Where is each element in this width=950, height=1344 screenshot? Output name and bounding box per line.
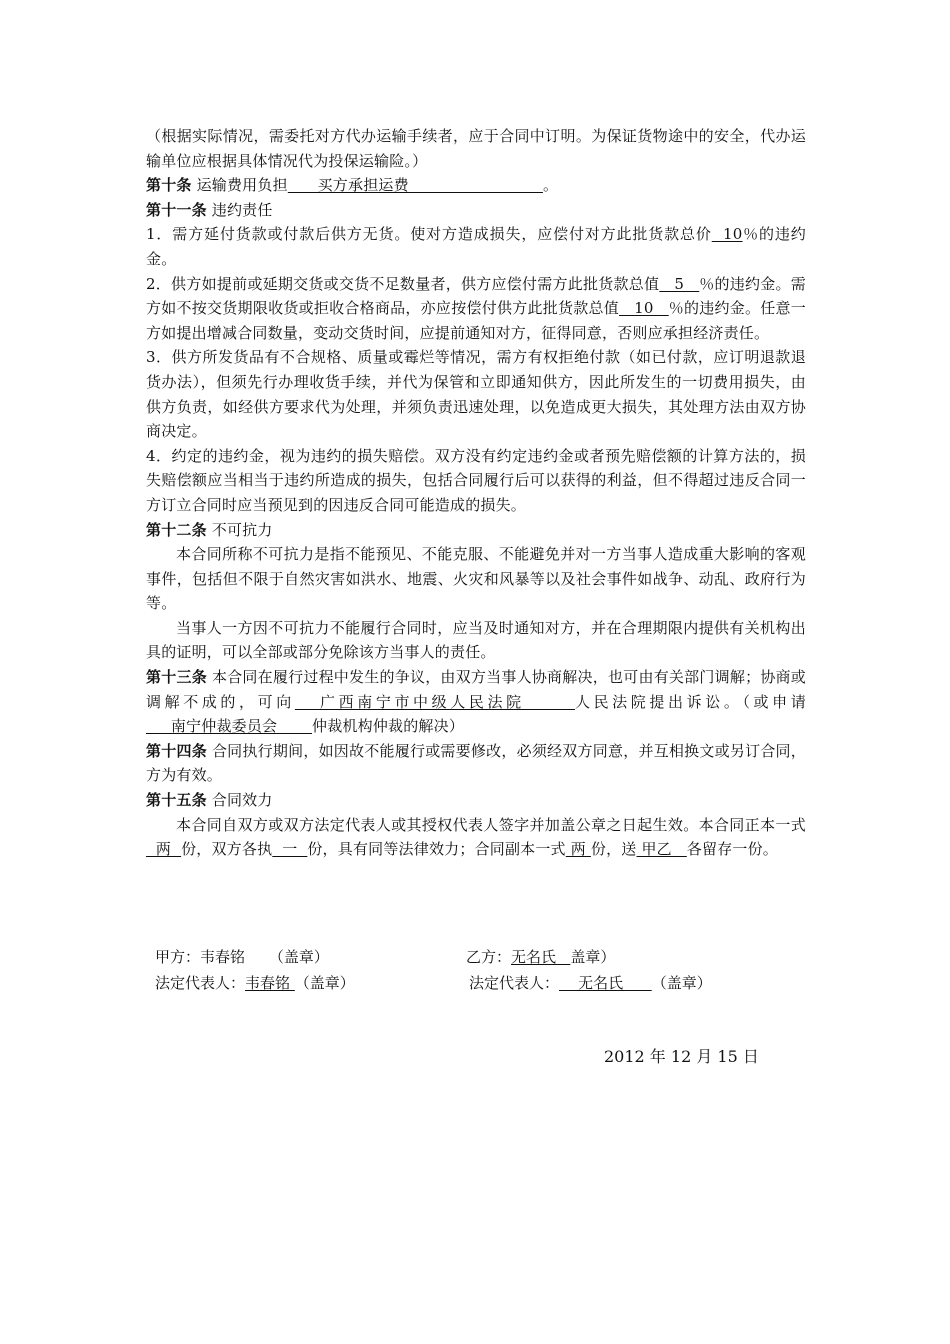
article-11-item-1: 1．需方延付货款或付款后供方无货。使对方造成损失，应偿付对方此批货款总价 10％的违约金。: [146, 225, 806, 268]
rep-a-line: 法定代表人：韦春铭 （盖章）: [155, 974, 355, 992]
court-name-field: 广西南宁市中级人民法院: [294, 692, 575, 711]
party-b-name: 无名氏: [511, 948, 571, 966]
rep-a-name: 韦春铭: [245, 974, 295, 992]
article-12-label: 不可抗力: [206, 520, 273, 539]
article-12-title: 第十二条: [146, 520, 207, 539]
article-11-title: 第十一条: [146, 200, 207, 219]
freight-bearer-field: 买方承担运费: [287, 176, 543, 195]
rep-b-line: 法定代表人： 无名氏 （盖章）: [469, 974, 712, 992]
buyer-penalty-rate-field: 10: [619, 299, 669, 318]
rep-b-name: 无名氏: [559, 974, 652, 992]
article-11-label: 违约责任: [206, 200, 273, 219]
article-12-heading: [146, 518, 806, 543]
article-11-heading: [146, 198, 806, 223]
article-11-item-2: 2．供方如提前或延期交货或交货不足数量者，供方应偿付需方此批货款总值 5 ％的违约金。需方如不按交货期限收货或拒收合格商品，亦应按偿付供方此批货款总值 10 ％的违约金。任意一方如提出增减合同数量，变动交货时间，应提前通知对方，征得同意，否则应承担经济责任。: [146, 274, 806, 342]
article-14-title: 第十四条: [146, 741, 207, 760]
recipients-field: 甲乙: [636, 840, 687, 859]
supplier-penalty-rate-field: 5: [659, 274, 700, 293]
article-10: 第十条 运输费用负担 买方承担运费 。: [146, 176, 559, 195]
article-10-label: 运输费用负担: [191, 176, 288, 195]
duplicate-copies-field: 两: [565, 840, 591, 859]
article-15-title: 第十五条: [146, 791, 207, 810]
article-11-item-3: 3．供方所发货品有不合规格、质量或霉烂等情况，需方有权拒绝付款（如已付款，应订明退款退货办法），但须先行办理收货手续，并代为保管和立即通知供方，因此所发生的一切费用损失，由供方负责，如经供方要求代为处理，并须负责迅速处理，以免造成更大损失，其处理方法由双方协商决定。: [146, 348, 806, 441]
article-10-title: 第十条: [146, 176, 192, 195]
late-payment-rate-field: 10: [711, 225, 743, 244]
original-copies-field: 两: [146, 840, 182, 859]
article-12-paragraph-1: 本合同所称不可抗力是指不能预见、不能克服、不能避免并对一方当事人造成重大影响的客观事件，包括但不限于自然灾害如洪水、地震、火灾和风暴等以及社会事件如战争、动乱、政府行为等。: [146, 545, 806, 613]
signing-date: 2012 年 12 月 15 日: [604, 1047, 759, 1066]
article-15-paragraph: 本合同自双方或双方法定代表人或其授权代表人签字并加盖公章之日起生效。本合同正本一式 两 份，双方各执 一 份，具有同等法律效力；合同副本一式 两 份，送 甲乙 各留存一份。: [146, 815, 806, 859]
article-13: 第十三条 本合同在履行过程中发生的争议，由双方当事人协商解决，也可由有关部门调解；协商或调解不成的，可向 广西南宁市中级人民法院 人民法院提出诉讼。（或申请 南宁仲裁委员会 仲裁机构仲裁的解决）: [146, 668, 806, 736]
party-a-name: 韦春铭: [200, 948, 246, 966]
article-15-heading: [146, 788, 806, 813]
transport-note: （根据实际情况，需委托对方代办运输手续者，应于合同中订明。为保证货物途中的安全，代办运输单位应根据具体情况代为投保运输险。）: [146, 127, 806, 170]
copies-each-field: 一: [272, 840, 308, 859]
party-b-line: 乙方：无名氏 盖章）: [466, 948, 616, 966]
arbitration-name-field: 南宁仲裁委员会: [146, 717, 313, 736]
party-a-line: 甲方：韦春铭 （盖章）: [155, 948, 329, 966]
article-12-paragraph-2: 当事人一方因不可抗力不能履行合同时，应当及时通知对方，并在合理期限内提供有关机构出具的证明，可以全部或部分免除该方当事人的责任。: [146, 618, 806, 662]
contract-body: [146, 124, 806, 862]
article-13-title: 第十三条: [146, 668, 207, 687]
article-15-label: 合同效力: [206, 791, 273, 810]
article-14: 第十四条 合同执行期间，如因故不能履行或需要修改，必须经双方同意，并互相换文或另订合同，方为有效。: [146, 741, 806, 785]
article-11-item-4: 4．约定的违约金，视为违约的损失赔偿。双方没有约定违约金或者预先赔偿额的计算方法的，损失赔偿额应当相当于违约所造成的损失，包括合同履行后可以获得的利益，但不得超过违反合同一方订立合同时应当预见到的因违反合同可能造成的损失。: [146, 446, 806, 514]
